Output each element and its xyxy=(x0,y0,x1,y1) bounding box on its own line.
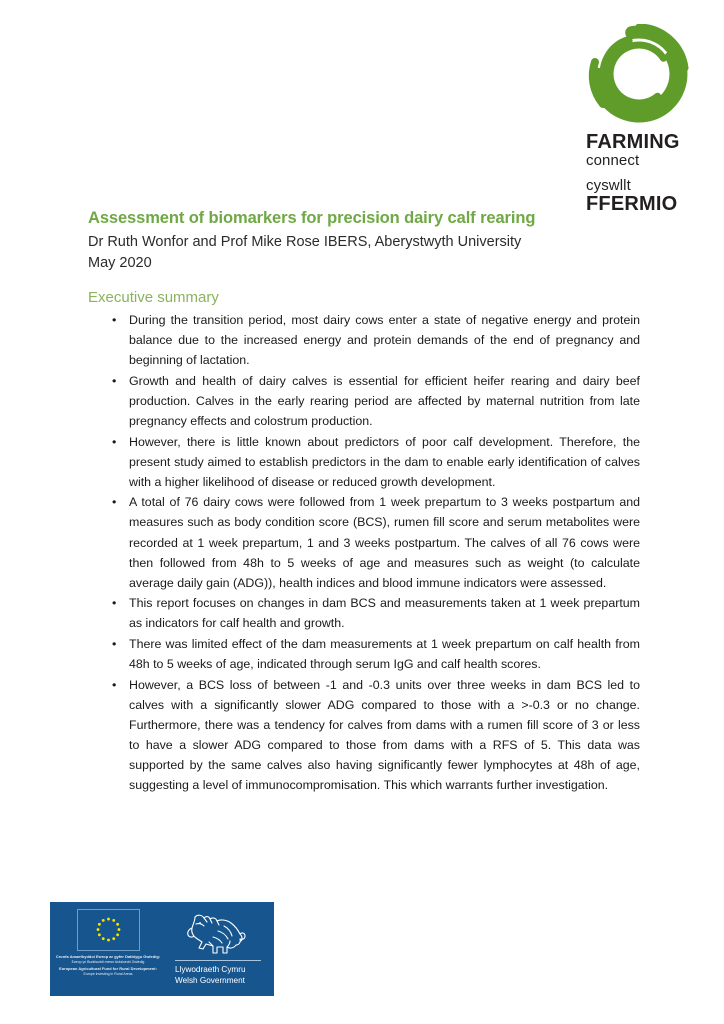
eu-caption-en-small: Europe investing in Rural Areas xyxy=(83,971,133,976)
list-item-text: This report focuses on changes in dam BCS and measurements taken at 1 week prepartum as indicators for calf health and growth. xyxy=(129,596,640,631)
bullet-icon: • xyxy=(112,373,117,388)
welsh-government-divider xyxy=(175,960,261,961)
farming-connect-logo xyxy=(581,24,697,215)
list-item-text: However, there is little known about predictors of poor calf development. Therefore, the present study aimed to establish predictors in the dam to enable early identification of calves with a higher likelihood of disease or reduced growth development. xyxy=(129,434,640,489)
bullet-icon: • xyxy=(112,495,117,510)
section-heading-executive-summary: Executive summary xyxy=(88,289,219,306)
list-item-text: However, a BCS loss of between -1 and -0.3 units over three weeks in dam BCS led to calves with a significantly slower ADG compared to those with a >-0.3 or no change. Furthermore, there was a tendency for calves from dams with a rumen fill score of 3 or less to have a slower ADG compared to those from dams with a RFS of 5. This data was supported by the same calves also having significantly fewer lymphocytes at 48h of age, suggesting a level of immunocompromisation. This which warrants further investigation. xyxy=(129,677,640,793)
eu-caption-cy-small: Ewrop yn Buddsoddi mewn Ardaloedd Gwledig xyxy=(71,959,145,964)
list-item-text: Growth and health of dairy calves is essential for efficient heifer rearing and dairy beef production. Calves in the early rearing period are affected by maternal nutrition from late pregnancy effects and colostrum production. xyxy=(129,373,640,428)
eu-caption-en-bold: European Agricultural Fund for Rural Development: xyxy=(59,966,157,972)
wordmark-farming: FARMING xyxy=(586,131,680,153)
bullet-icon: • xyxy=(112,637,117,651)
list-item xyxy=(98,310,640,370)
farming-connect-swirl-icon xyxy=(583,24,695,124)
list-item xyxy=(98,675,640,796)
list-item xyxy=(98,634,640,674)
list-item-text: There was limited effect of the dam measurements at 1 week prepartum on calf health from 48h to 5 weeks of age, indicated through serum IgG and calf health scores. xyxy=(129,637,640,672)
eu-funding-caption xyxy=(54,955,162,976)
eu-funding-logo xyxy=(50,902,166,996)
bullet-icon: • xyxy=(112,313,117,327)
date-line: May 2020 xyxy=(88,254,152,271)
list-item xyxy=(98,432,640,492)
welsh-government-en: Welsh Government xyxy=(175,975,245,985)
document-byline xyxy=(88,232,640,273)
bullet-icon: • xyxy=(112,434,117,449)
welsh-government-wordmark xyxy=(175,965,261,986)
welsh-dragon-icon xyxy=(183,911,253,957)
eu-flag-icon xyxy=(77,909,140,951)
list-item xyxy=(98,371,640,431)
page-title: Assessment of biomarkers for precision dairy calf rearing xyxy=(88,209,536,227)
welsh-government-cy: Llywodraeth Cymru xyxy=(175,965,246,974)
wordmark-cyswllt: cyswllt xyxy=(586,176,631,194)
eu-caption-cy-bold: Cronfa Amaethyddol Ewrop ar gyfer Datblygu Gwledig: xyxy=(55,954,161,959)
list-item-text: A total of 76 dairy cows were followed from 1 week prepartum to 3 weeks postpartum and measures such as body condition score (BCS), rumen fill score and serum metabolites were recorded at 1 week prepartum, 1 and 3 weeks postpartum. The calves of all 76 cows were then followed from 48h to 5 weeks of age and measures such as weight (to calculate average daily gain (ADG)), health indices and blood immune indicators were assessed. xyxy=(129,495,640,590)
list-item xyxy=(98,492,640,592)
wordmark-ffermio: FFERMIO xyxy=(586,192,678,215)
welsh-government-logo xyxy=(166,902,274,996)
bullet-icon: • xyxy=(112,596,117,611)
bullet-icon: • xyxy=(112,677,117,692)
executive-summary-list xyxy=(98,310,640,796)
wordmark-connect: connect xyxy=(586,152,640,169)
list-item xyxy=(98,593,640,633)
list-item-text: During the transition period, most dairy cows enter a state of negative energy and protein balance due to the increased energy and protein demands of the end of pregnancy and beginning of lactation. xyxy=(129,313,640,368)
authors-line: Dr Ruth Wonfor and Prof Mike Rose IBERS, Aberystwyth University xyxy=(88,234,522,250)
funding-logos-banner xyxy=(50,902,274,996)
farming-connect-wordmark xyxy=(581,132,697,215)
